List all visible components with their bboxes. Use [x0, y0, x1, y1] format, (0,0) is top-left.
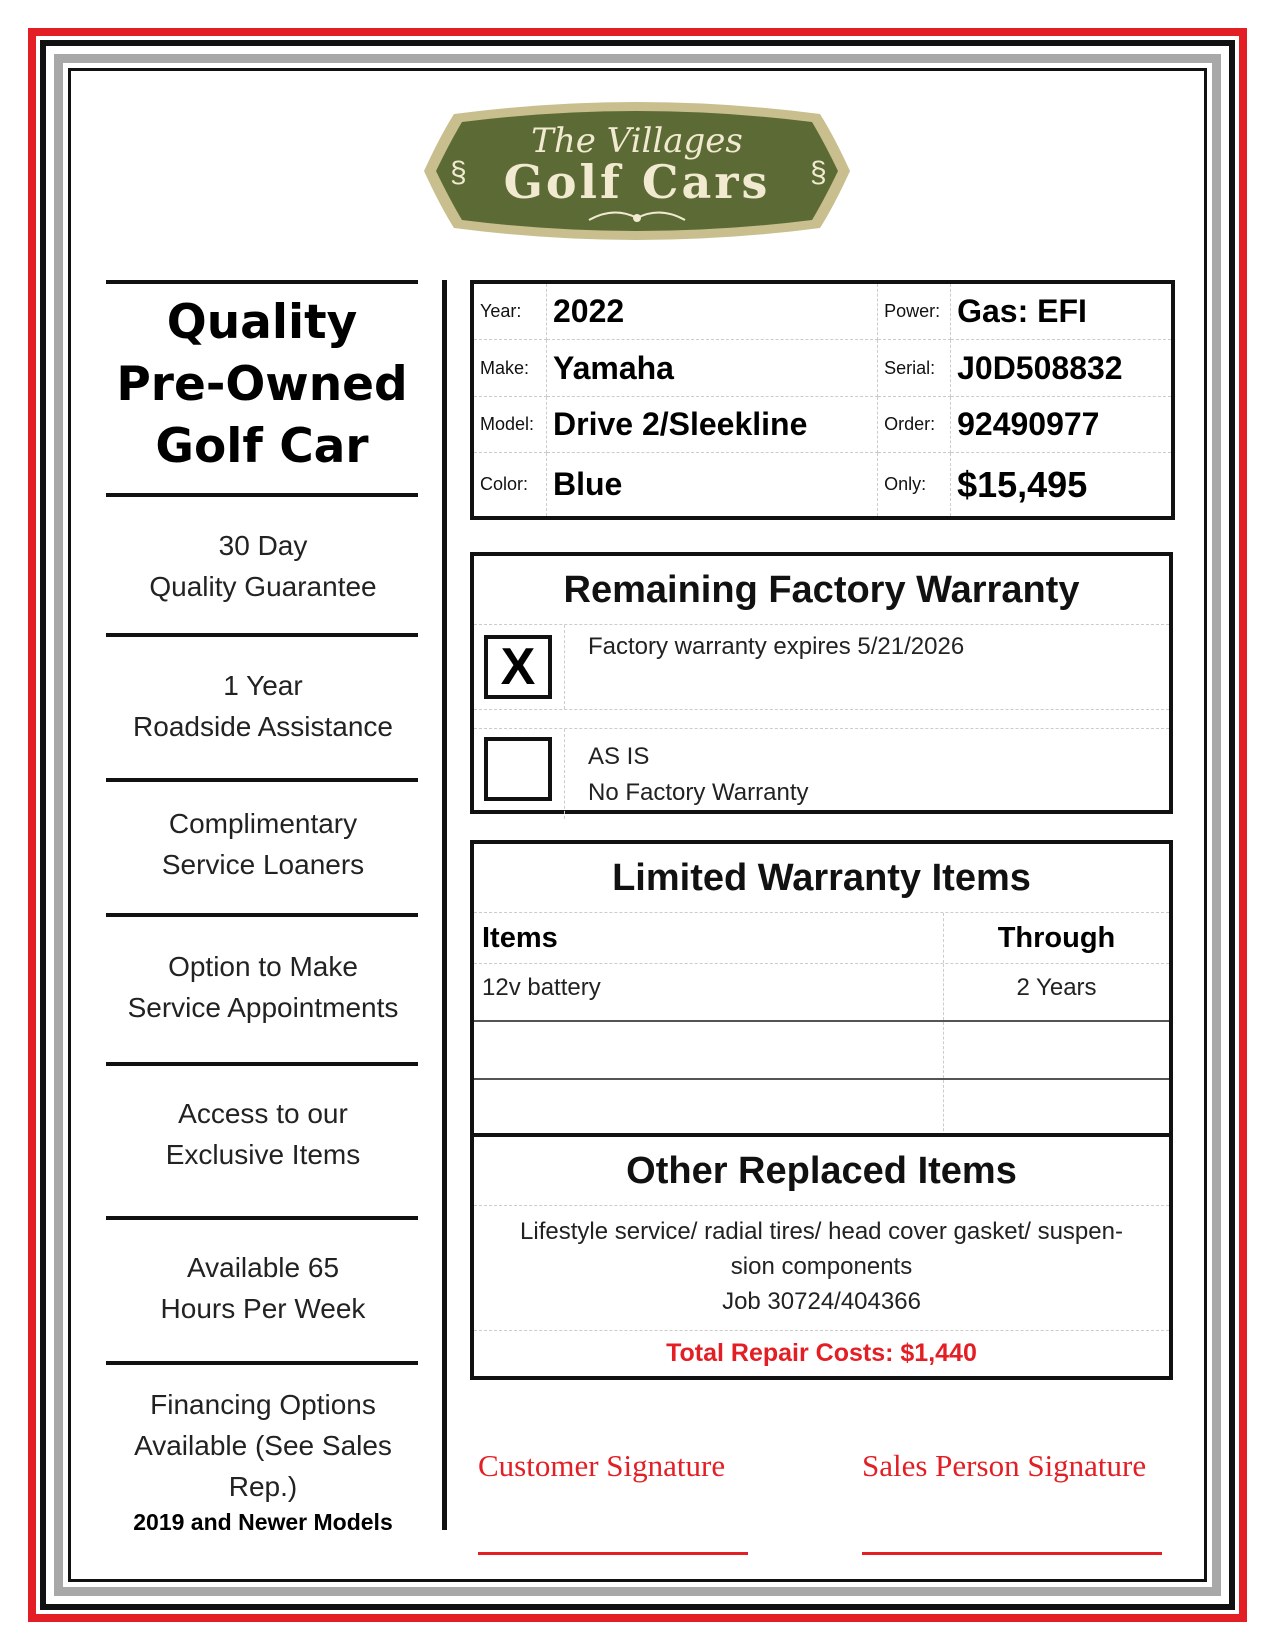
divider	[106, 633, 418, 637]
price-value: $15,495	[957, 463, 1088, 505]
feature-text: 1 Year	[223, 670, 303, 701]
color-label: Color:	[474, 453, 547, 516]
other-replaced-section	[470, 1133, 1173, 1380]
feature-text: Option to Make	[168, 951, 358, 982]
divider	[106, 280, 418, 284]
feature-text: Access to our	[178, 1098, 348, 1129]
through-cell	[944, 1022, 1169, 1078]
feature-text: 30 Day	[218, 530, 308, 561]
divider	[106, 1216, 418, 1220]
year-value: 2022	[547, 284, 878, 340]
as-is-checkbox[interactable]	[484, 737, 552, 801]
description-line: Lifestyle service/ radial tires/ head cover gasket/ suspen-	[520, 1218, 1123, 1245]
factory-warranty-text: Factory warranty expires 5/21/2026	[588, 633, 965, 660]
feature-text: Financing Options	[150, 1389, 376, 1420]
column-separator	[442, 280, 447, 1530]
page-title	[106, 292, 418, 478]
limited-warranty-section	[470, 840, 1173, 1140]
logo-line2: Golf Cars	[503, 155, 771, 209]
item-cell: 12v battery	[474, 964, 944, 1020]
feature-text: Exclusive Items	[165, 1139, 361, 1170]
order-value: 92490977	[951, 396, 1171, 453]
feature-exclusive-items	[96, 1093, 430, 1175]
item-cell	[474, 1080, 944, 1136]
divider	[106, 1062, 418, 1066]
feature-financing-options	[96, 1384, 430, 1537]
feature-service-loaners	[96, 803, 430, 885]
make-label: Make:	[474, 340, 547, 397]
customer-signature-label: Customer Signature	[478, 1448, 726, 1483]
other-replaced-description	[474, 1206, 1169, 1331]
color-value: Blue	[547, 453, 878, 516]
feature-text: Available 65	[186, 1252, 340, 1283]
feature-text: Complimentary	[168, 808, 358, 839]
limited-warranty-title: Limited Warranty Items	[474, 844, 1169, 913]
feature-hours-per-week	[96, 1247, 430, 1329]
table-row	[474, 1022, 1169, 1080]
order-label: Order:	[878, 396, 951, 453]
items-column-header: Items	[474, 913, 944, 963]
serial-label: Serial:	[878, 340, 951, 397]
feature-text: Quality Guarantee	[149, 571, 377, 602]
limited-warranty-header	[474, 913, 1169, 964]
factory-warranty-checkbox[interactable]: X	[484, 635, 552, 699]
description-line: sion components	[730, 1253, 913, 1280]
logo-right-ornament: §	[810, 156, 827, 189]
only-label: Only:	[878, 453, 951, 516]
financing-note: 2019 and Newer Models	[133, 1509, 393, 1535]
feature-text: Service Loaners	[161, 849, 365, 880]
feature-text: Roadside Assistance	[133, 711, 393, 742]
feature-roadside-assistance	[96, 665, 430, 747]
other-replaced-title: Other Replaced Items	[474, 1137, 1169, 1206]
no-warranty-line: No Factory Warranty	[588, 779, 809, 806]
warranty-option-as-is	[474, 728, 1169, 819]
item-cell	[474, 1022, 944, 1078]
year-label: Year:	[474, 284, 547, 340]
feature-text: Service Appointments	[127, 992, 399, 1023]
feature-text: Hours Per Week	[160, 1293, 366, 1324]
villages-golf-cars-logo	[414, 96, 860, 246]
as-is-text	[588, 739, 809, 811]
feature-quality-guarantee	[96, 525, 430, 607]
table-row	[474, 1080, 1169, 1136]
model-label: Model:	[474, 396, 547, 453]
divider	[106, 778, 418, 782]
factory-warranty-title: Remaining Factory Warranty	[474, 556, 1169, 625]
divider	[106, 913, 418, 917]
sales-person-signature-line[interactable]	[862, 1552, 1162, 1555]
as-is-line: AS IS	[588, 743, 650, 770]
through-cell	[944, 1080, 1169, 1136]
power-label: Power:	[878, 284, 951, 340]
total-repair-costs: Total Repair Costs: $1,440	[666, 1339, 977, 1367]
model-value: Drive 2/Sleekline	[547, 396, 878, 453]
logo-line1: The Villages	[531, 121, 743, 161]
feature-text: Available (See Sales Rep.)	[134, 1430, 392, 1502]
vehicle-spec-table	[470, 280, 1175, 520]
title-line-1: Quality	[166, 295, 358, 350]
customer-signature-line[interactable]	[478, 1552, 748, 1555]
factory-warranty-section	[470, 552, 1173, 814]
make-value: Yamaha	[547, 340, 878, 397]
through-column-header: Through	[997, 922, 1116, 954]
divider	[106, 493, 418, 497]
sales-person-signature-label: Sales Person Signature	[862, 1448, 1147, 1483]
feature-service-appointments	[96, 946, 430, 1028]
through-cell: 2 Years	[1016, 974, 1097, 1001]
serial-value: J0D508832	[951, 340, 1171, 397]
table-row	[474, 964, 1169, 1022]
power-value: Gas: EFI	[951, 284, 1171, 340]
warranty-option-factory	[474, 625, 1169, 710]
title-line-3: Golf Car	[155, 419, 369, 474]
job-number: Job 30724/404366	[722, 1288, 921, 1315]
title-line-2: Pre-Owned	[116, 357, 408, 412]
logo-left-ornament: §	[450, 156, 467, 189]
divider	[106, 1361, 418, 1365]
